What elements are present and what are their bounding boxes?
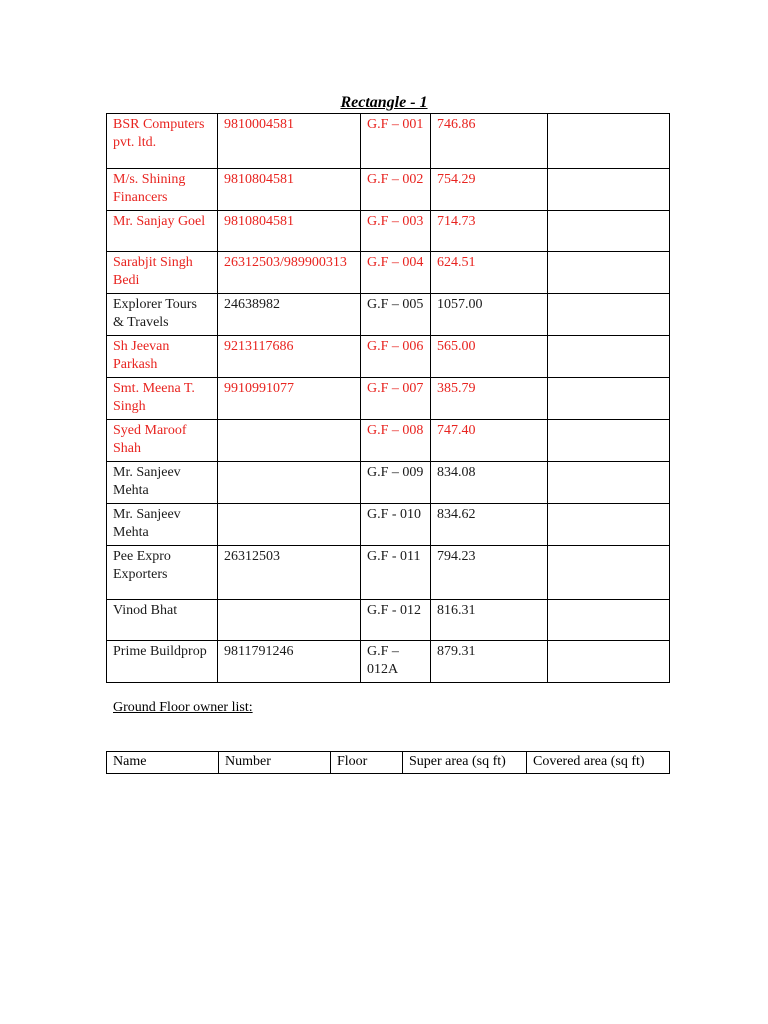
cell-name: Mr. Sanjeev Mehta (107, 462, 218, 504)
cell-area: 747.40 (431, 420, 548, 462)
owner-table (106, 113, 670, 683)
cell-floor: G.F – 005 (361, 294, 431, 336)
cell-floor: G.F – 009 (361, 462, 431, 504)
cell-number: 26312503 (218, 546, 361, 600)
header-cell-floor: Floor (331, 752, 403, 774)
cell-name: Syed Maroof Shah (107, 420, 218, 462)
cell-empty (548, 294, 670, 336)
cell-floor: G.F – 001 (361, 114, 431, 169)
cell-floor: G.F - 011 (361, 546, 431, 600)
owner-table-body (107, 114, 670, 683)
cell-area: 746.86 (431, 114, 548, 169)
cell-floor: G.F - 012 (361, 600, 431, 641)
cell-number: 9810804581 (218, 211, 361, 252)
table-row (107, 462, 670, 504)
table-row (107, 504, 670, 546)
header-cell-covered-area: Covered area (sq ft) (527, 752, 670, 774)
cell-empty (548, 169, 670, 211)
cell-number (218, 462, 361, 504)
page-title: Rectangle - 1 (340, 94, 428, 111)
cell-number: 9810804581 (218, 169, 361, 211)
cell-floor: G.F – 003 (361, 211, 431, 252)
cell-empty (548, 546, 670, 600)
table-row (107, 169, 670, 211)
cell-name: Vinod Bhat (107, 600, 218, 641)
cell-empty (548, 378, 670, 420)
cell-area: 834.08 (431, 462, 548, 504)
cell-area: 624.51 (431, 252, 548, 294)
header-cell-name: Name (107, 752, 219, 774)
cell-number: 26312503/989900313 (218, 252, 361, 294)
table-row (107, 641, 670, 683)
cell-number (218, 420, 361, 462)
table-row (107, 294, 670, 336)
cell-number: 9810004581 (218, 114, 361, 169)
cell-name: Prime Buildprop (107, 641, 218, 683)
cell-name: Sh Jeevan Parkash (107, 336, 218, 378)
cell-empty (548, 114, 670, 169)
cell-area: 816.31 (431, 600, 548, 641)
cell-name: Explorer Tours & Travels (107, 294, 218, 336)
cell-floor: G.F - 010 (361, 504, 431, 546)
table-row (107, 420, 670, 462)
header-row (107, 752, 670, 774)
cell-area: 714.73 (431, 211, 548, 252)
cell-area: 385.79 (431, 378, 548, 420)
header-table (106, 751, 670, 774)
cell-area: 1057.00 (431, 294, 548, 336)
cell-name: Mr. Sanjay Goel (107, 211, 218, 252)
cell-floor: G.F – 006 (361, 336, 431, 378)
table-row (107, 600, 670, 641)
cell-empty (548, 252, 670, 294)
header-cell-number: Number (219, 752, 331, 774)
cell-floor: G.F – 008 (361, 420, 431, 462)
header-cell-super-area: Super area (sq ft) (403, 752, 527, 774)
cell-floor: G.F – 012A (361, 641, 431, 683)
table-row (107, 546, 670, 600)
cell-empty (548, 504, 670, 546)
cell-area: 834.62 (431, 504, 548, 546)
table-row (107, 114, 670, 169)
cell-name: M/s. Shining Financers (107, 169, 218, 211)
cell-area: 794.23 (431, 546, 548, 600)
cell-number: 9213117686 (218, 336, 361, 378)
cell-area: 565.00 (431, 336, 548, 378)
table-row (107, 336, 670, 378)
cell-name: Pee Expro Exporters (107, 546, 218, 600)
cell-empty (548, 462, 670, 504)
cell-floor: G.F – 002 (361, 169, 431, 211)
cell-area: 879.31 (431, 641, 548, 683)
cell-number (218, 600, 361, 641)
cell-number: 9910991077 (218, 378, 361, 420)
cell-area: 754.29 (431, 169, 548, 211)
cell-name: Mr. Sanjeev Mehta (107, 504, 218, 546)
table-row (107, 211, 670, 252)
cell-name: Sarabjit Singh Bedi (107, 252, 218, 294)
table-row (107, 378, 670, 420)
cell-number: 24638982 (218, 294, 361, 336)
cell-empty (548, 641, 670, 683)
cell-empty (548, 336, 670, 378)
cell-empty (548, 600, 670, 641)
cell-name: BSR Computers pvt. ltd. (107, 114, 218, 169)
cell-empty (548, 420, 670, 462)
cell-number: 9811791246 (218, 641, 361, 683)
cell-floor: G.F – 004 (361, 252, 431, 294)
cell-floor: G.F – 007 (361, 378, 431, 420)
cell-empty (548, 211, 670, 252)
cell-number (218, 504, 361, 546)
cell-name: Smt. Meena T. Singh (107, 378, 218, 420)
table-row (107, 252, 670, 294)
table-caption: Ground Floor owner list: (113, 700, 253, 715)
